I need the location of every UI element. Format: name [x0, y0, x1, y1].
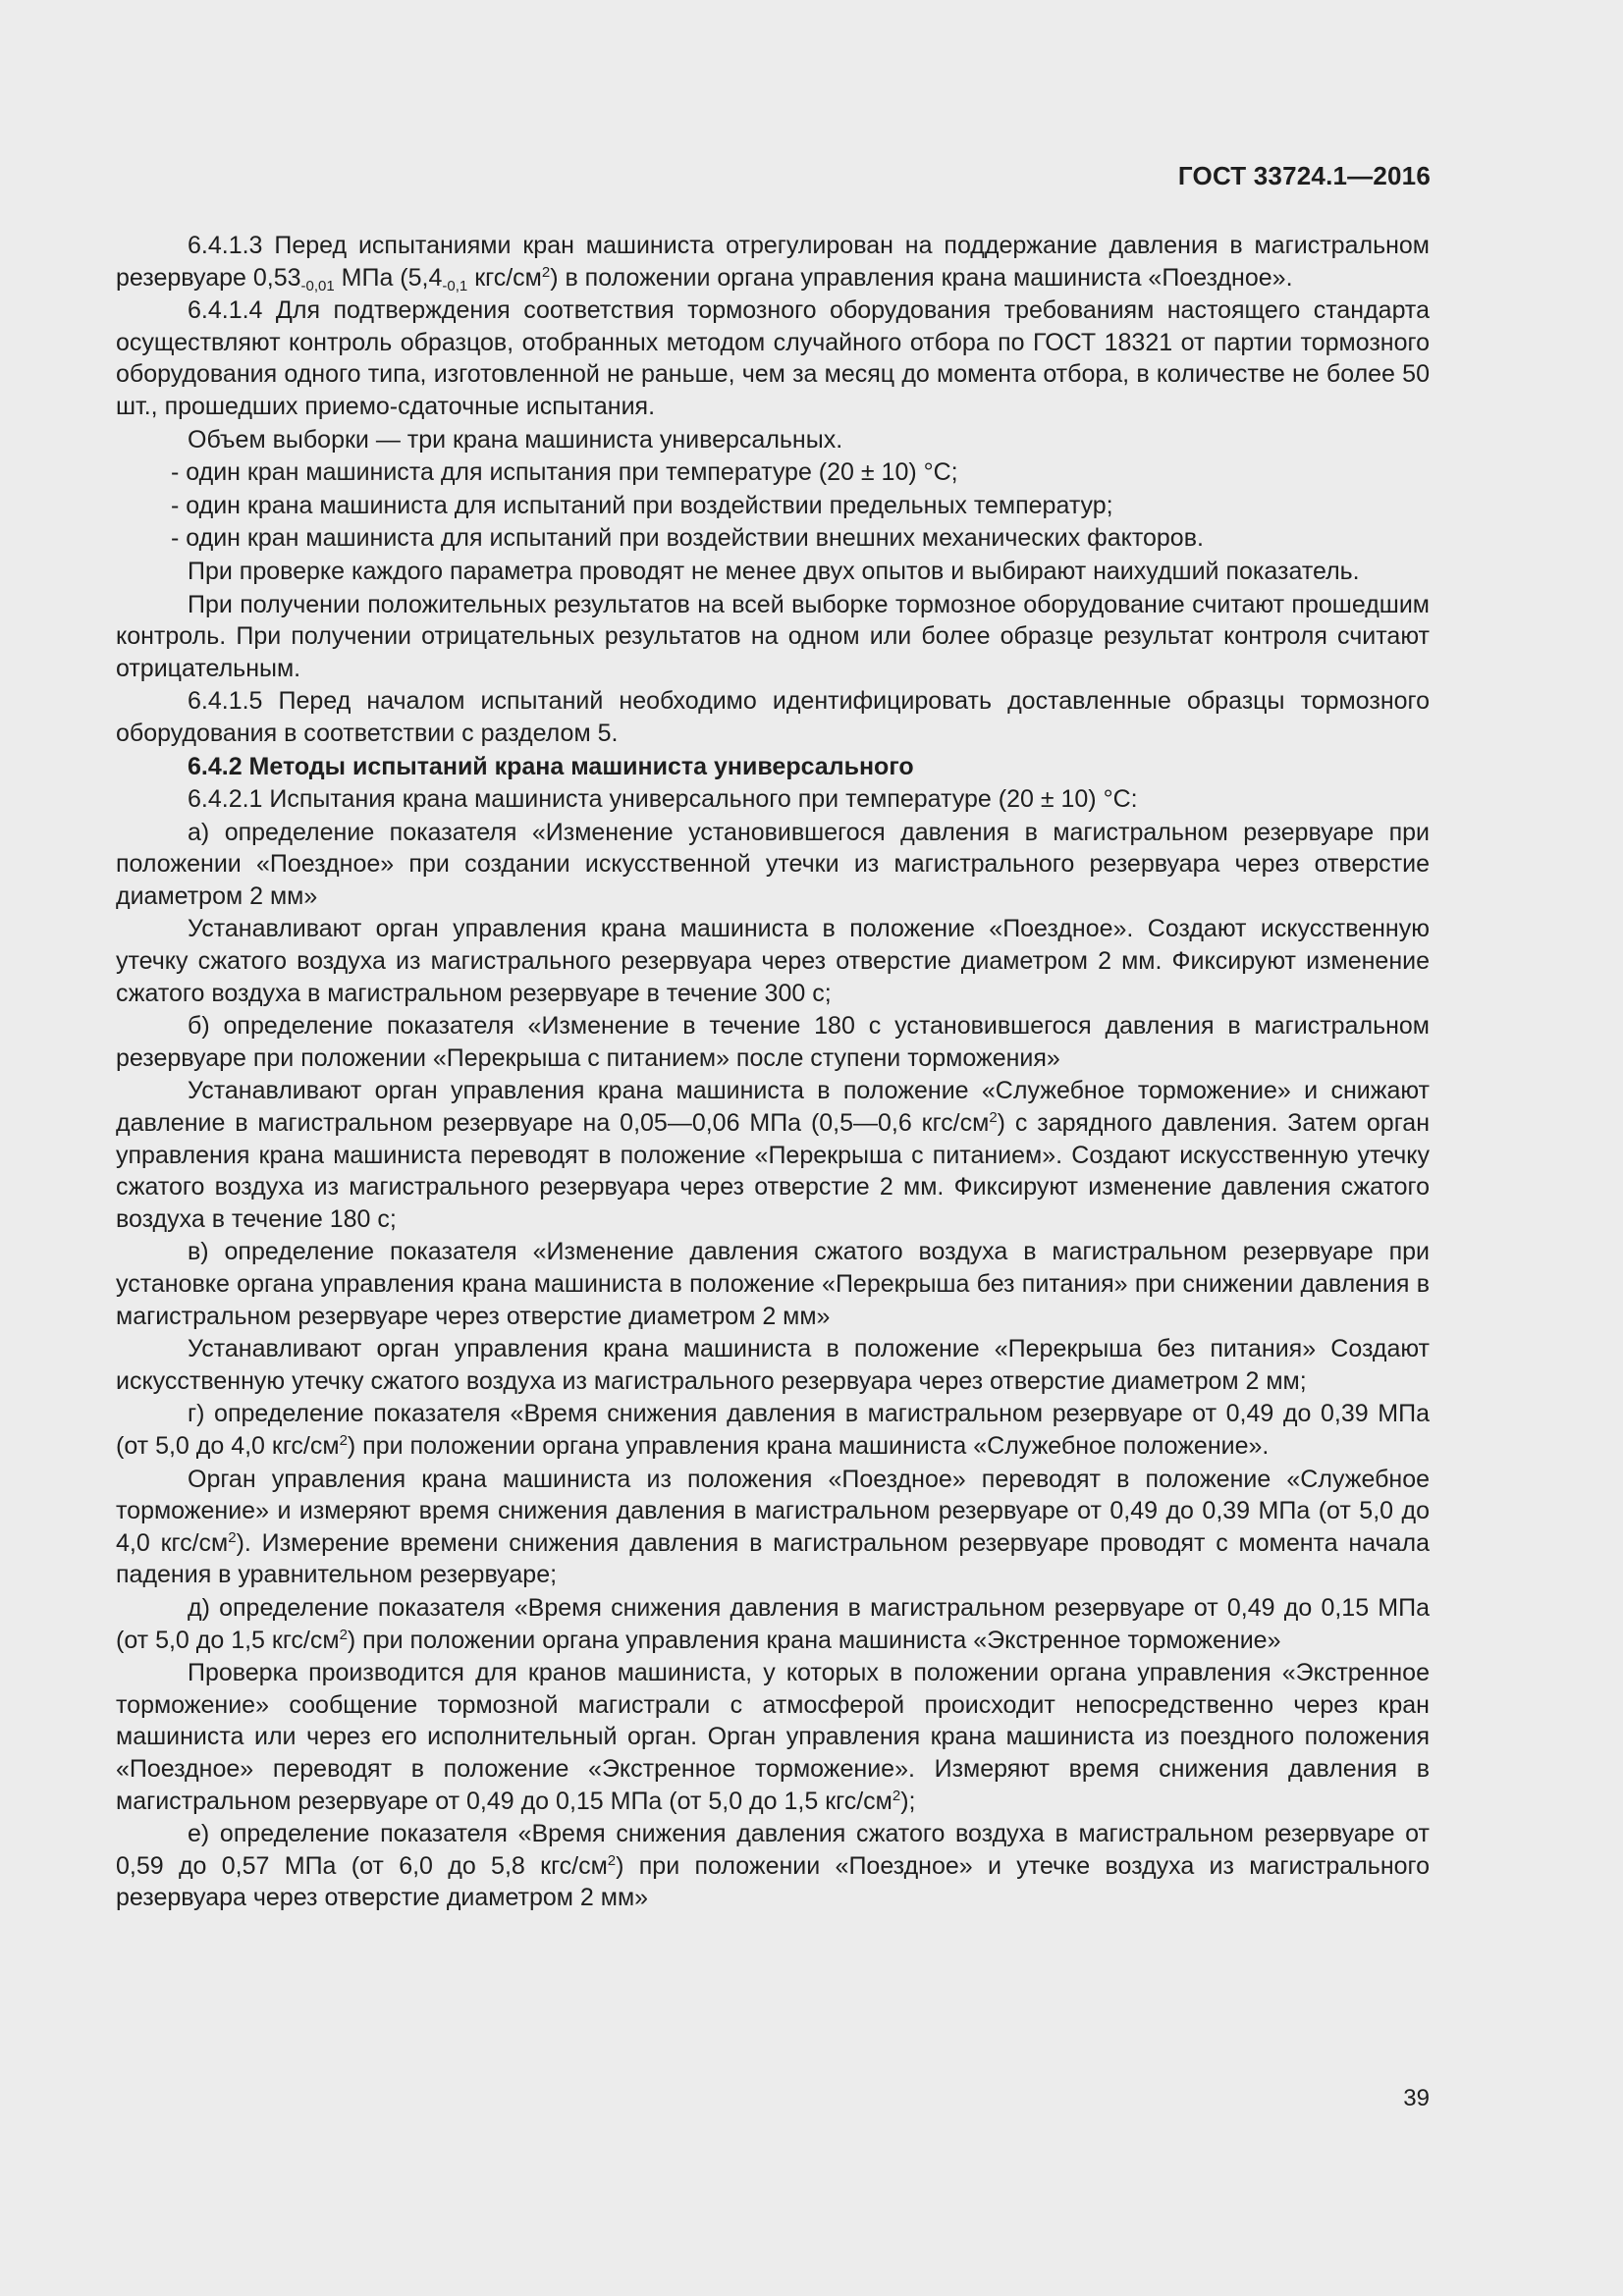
paragraph-item-v: в) определение показателя «Изменение давления сжатого воздуха в магистральном резервуаре при установке органа управления крана машиниста в положение «Перекрыша без питания» при снижении давления в магистральном резервуаре через отверстие диаметром 2 мм»: [116, 1238, 1430, 1330]
paragraph: При получении положительных результатов на всей выборке тормозное оборудование считают прошедшим контроль. При получении отрицательных результатов на одном или более образце результат контроля считают отрицательным.: [116, 590, 1430, 682]
paragraph: Проверка производится для кранов машиниста, у которых в положении органа управления «Экстренное торможение» сообщение тормозной магистрали с атмосферой происходит непосредственно через кран машиниста или через его исполнительный орган. Орган управления крана машиниста из поездного положения «Поездное» переводят в положение «Экстренное торможение». Измеряют время снижения давления в магистральном резервуаре от 0,49 до 0,15 МПа (от 5,0 до 1,5 кгс/$см^2$);: [116, 1659, 1430, 1815]
paragraph-item-d: д) определение показателя «Время снижения давления в магистральном резервуаре от 0,49 до 0,15 МПа (от 5,0 до 1,5 кгс/$см^2$) при положении органа управления крана машиниста «Экстренное торможение»: [116, 1593, 1430, 1654]
document-body: [116, 230, 1430, 1915]
list-item: - один крана машиниста для испытаний при воздействии предельных температур;: [171, 491, 1113, 519]
paragraph: При проверке каждого параметра проводят не менее двух опытов и выбирают наихудший показатель.: [188, 557, 1360, 585]
paragraph-item-b: б) определение показателя «Изменение в течение 180 с установившегося давления в магистральном резервуаре при положении «Перекрыша с питанием» после ступени торможения»: [116, 1012, 1430, 1072]
paragraph-item-e: е) определение показателя «Время снижения давления сжатого воздуха в магистральном резервуаре от 0,59 до 0,57 МПа (от 6,0 до 5,8 кгс/$см^2$) при положении «Поездное» и утечке воздуха из магистрального резервуара через отверстие диаметром 2 мм»: [116, 1820, 1431, 1912]
paragraph-6-4-1-5: 6.4.1.5 Перед началом испытаний необходимо идентифицировать доставленные образцы тормозного оборудования в соответствии с разделом 5.: [116, 687, 1430, 747]
paragraph-item-a: а) определение показателя «Изменение установившегося давления в магистральном резервуаре при положении «Поездное» при создании искусственной утечки из магистрального резервуара через отверстие диаметром 2 мм»: [116, 818, 1430, 910]
section-heading-6-4-2: 6.4.2 Методы испытаний крана машиниста универсального: [188, 752, 914, 780]
paragraph: Устанавливают орган управления крана машиниста в положение «Служебное торможение» и снижают давление в магистральном резервуаре на 0,05—0,06 МПа (0,5—0,6 кгс/$см^2$) с зарядного давления. Затем орган управления крана машиниста переводят в положение «Перекрыша с питанием». Создают искусственную утечку сжатого воздуха из магистрального резервуара через отверстие 2 мм. Фиксируют изменение давления сжатого воздуха в течение 180 с;: [116, 1077, 1430, 1233]
list-item: - один кран машиниста для испытаний при воздействии внешних механических факторов.: [171, 524, 1204, 553]
paragraph: Устанавливают орган управления крана машиниста в положение «Поездное». Создают искусственную утечку сжатого воздуха из магистрального резервуара через отверстие диаметром 2 мм. Фиксируют изменение сжатого воздуха в магистральном резервуаре в течение 300 с;: [116, 915, 1430, 1007]
paragraph-6-4-2-1: 6.4.2.1 Испытания крана машиниста универсального при температуре (20 ± 10) °С:: [188, 785, 1138, 814]
paragraph: Устанавливают орган управления крана машиниста в положение «Перекрыша без питания» Создают искусственную утечку сжатого воздуха из магистрального резервуара через отверстие диаметром 2 мм;: [116, 1335, 1430, 1395]
paragraph-6-4-1-4: 6.4.1.4 Для подтверждения соответствия тормозного оборудования требованиям настоящего стандарта осуществляют контроль образцов, отобранных методом случайного отбора по ГОСТ 18321 от партии тормозного оборудования одного типа, изготовленной не раньше, чем за месяц до момента отбора, в количестве не более 50 шт., прошедших приемо-сдаточные испытания.: [116, 296, 1430, 420]
paragraph-sample-volume: Объем выборки — три крана машиниста универсальных.: [188, 425, 843, 454]
paragraph-item-g: г) определение показателя «Время снижения давления в магистральном резервуаре от 0,49 до 0,39 МПа (от 5,0 до 4,0 кгс/$см^2$) при положении органа управления крана машиниста «Служебное положение».: [116, 1400, 1430, 1460]
document-header: ГОСТ 33724.1—2016: [1177, 161, 1431, 190]
list-item: - один кран машиниста для испытания при температуре (20 ± 10) °С;: [171, 458, 958, 487]
paragraph: Орган управления крана машиниста из положения «Поездное» переводят в положение «Служебное торможение» и измеряют время снижения давления в магистральном резервуаре от 0,49 до 0,39 МПа (от 5,0 до 4,0 кгс/$см^2$). Измерение времени снижения давления в магистральном резервуаре проводят с момента начала падения в уравнительном резервуаре;: [116, 1465, 1431, 1589]
paragraph-6-4-1-3: 6.4.1.3 Перед испытаниями кран машиниста отрегулирован на поддержание давления в магистральном резервуаре $0,53_{-0,01}$ МПа ($5,4_{-0,1}$ кгс/$см^2$) в положении органа управления крана машиниста «Поездное».: [116, 232, 1430, 294]
page-number: 39: [1403, 2085, 1430, 2111]
